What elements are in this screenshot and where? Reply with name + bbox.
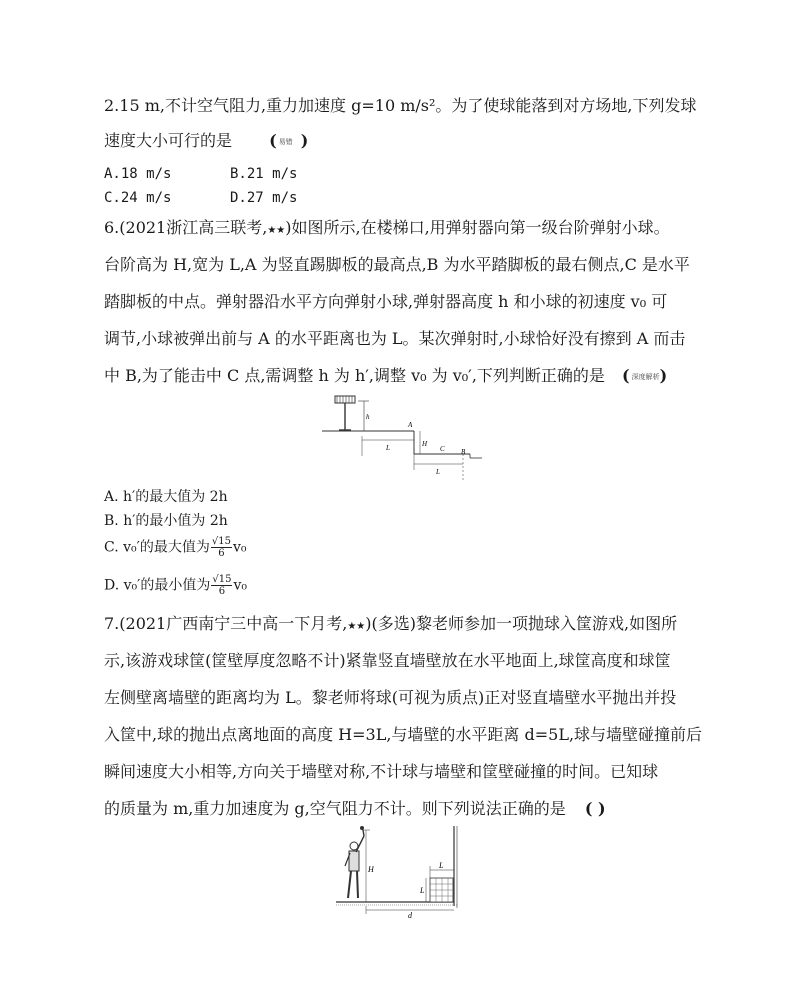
q6-analysis-tag: 深度解析 bbox=[631, 372, 660, 381]
L2-label: L bbox=[420, 886, 425, 895]
q5-answer-paren: ( bbox=[269, 131, 277, 150]
sqrt15-over-6-fraction: $\frac{√15}{6}$ bbox=[212, 574, 232, 597]
q6-line-1: 6.(2021浙江高三联考,★★)如图所示,在楼梯口,用弹射器向第一级台阶弹射小球。 bbox=[104, 218, 670, 237]
q7-basket-figure bbox=[336, 826, 460, 918]
q6-option-b: B. h′的最小值为 2h bbox=[104, 513, 228, 529]
q5-option-b: B.21 m/s bbox=[230, 166, 298, 182]
d-label: d bbox=[408, 911, 412, 918]
q6-option-c: C. v₀′的最大值为 $\frac{√15}{6}$ v₀ bbox=[104, 536, 247, 559]
L1-label: L bbox=[386, 444, 390, 452]
difficulty-stars-icon: ★★ bbox=[347, 621, 366, 632]
q6-line-3: 踏脚板的中点。弹射器沿水平方向弹射小球,弹射器高度 h 和小球的初速度 v₀ 可 bbox=[104, 292, 668, 311]
q7-line-3: 左侧壁离墙壁的距离均为 L。黎老师将球(可视为质点)正对竖直墙壁水平抛出并投 bbox=[104, 688, 677, 707]
difficulty-stars-icon: ★★ bbox=[267, 225, 286, 236]
q5-difficulty-tag: 易错 bbox=[278, 137, 293, 146]
A-label: A bbox=[408, 421, 413, 429]
q5-line-1: 2.15 m,不计空气阻力,重力加速度 g=10 m/s²。为了使球能落到对方场地,下列发球 bbox=[104, 96, 697, 115]
q6-stair-figure bbox=[322, 392, 494, 482]
q5-option-c: C.24 m/s bbox=[104, 190, 172, 206]
sqrt15-over-6-fraction: $\frac{√15}{6}$ bbox=[211, 536, 231, 559]
L1-label: L bbox=[439, 861, 444, 870]
q5-option-a: A.18 m/s bbox=[104, 166, 172, 182]
q6-line-5: 中 B,为了能击中 C 点,需调整 h 为 h′,调整 v₀ 为 v₀′,下列判断正确的是 ( 深度解析) bbox=[104, 366, 668, 385]
q5-option-d: D.27 m/s bbox=[230, 190, 298, 206]
L2-label: L bbox=[436, 468, 440, 476]
q6-option-d: D. v₀′的最小值为 $\frac{√15}{6}$ v₀ bbox=[104, 574, 247, 597]
h-label: h bbox=[366, 413, 370, 421]
q7-line-6: 的质量为 m,重力加速度为 g,空气阻力不计。则下列说法正确的是 ( ) bbox=[104, 799, 606, 818]
q7-line-2: 示,该游戏球筐(筐壁厚度忽略不计)紧靠竖直墙壁放在水平地面上,球筐高度和球筐 bbox=[104, 651, 671, 670]
q6-option-a: A. h′的最大值为 2h bbox=[104, 489, 228, 505]
H-label: H bbox=[368, 865, 374, 874]
q7-line-5: 瞬间速度大小相等,方向关于墙壁对称,不计球与墙壁和筐壁碰撞的时间。已知球 bbox=[104, 762, 659, 781]
H-label: H bbox=[422, 440, 428, 448]
q6-line-2: 台阶高为 H,宽为 L,A 为竖直踢脚板的最高点,B 为水平踏脚板的最右侧点,C 是水平 bbox=[104, 255, 690, 274]
q6-line-4: 调节,小球被弹出前与 A 的水平距离也为 L。某次弹射时,小球恰好没有擦到 A 而击 bbox=[104, 329, 686, 348]
B-label: B bbox=[461, 448, 466, 456]
q5-line-2-text: 速度大小可行的是 bbox=[104, 131, 233, 150]
q7-line-1: 7.(2021广西南宁三中高一下月考,★★)(多选)黎老师参加一项抛球入筐游戏,如图所 bbox=[104, 614, 678, 633]
q7-line-4: 入筐中,球的抛出点离地面的高度 H=3L,与墙壁的水平距离 d=5L,球与墙壁碰撞前后 bbox=[104, 725, 703, 744]
C-label: C bbox=[440, 445, 445, 453]
thrower-figure bbox=[345, 826, 364, 898]
q5-line-2: 速度大小可行的是 ( 易错 ) bbox=[104, 131, 309, 150]
